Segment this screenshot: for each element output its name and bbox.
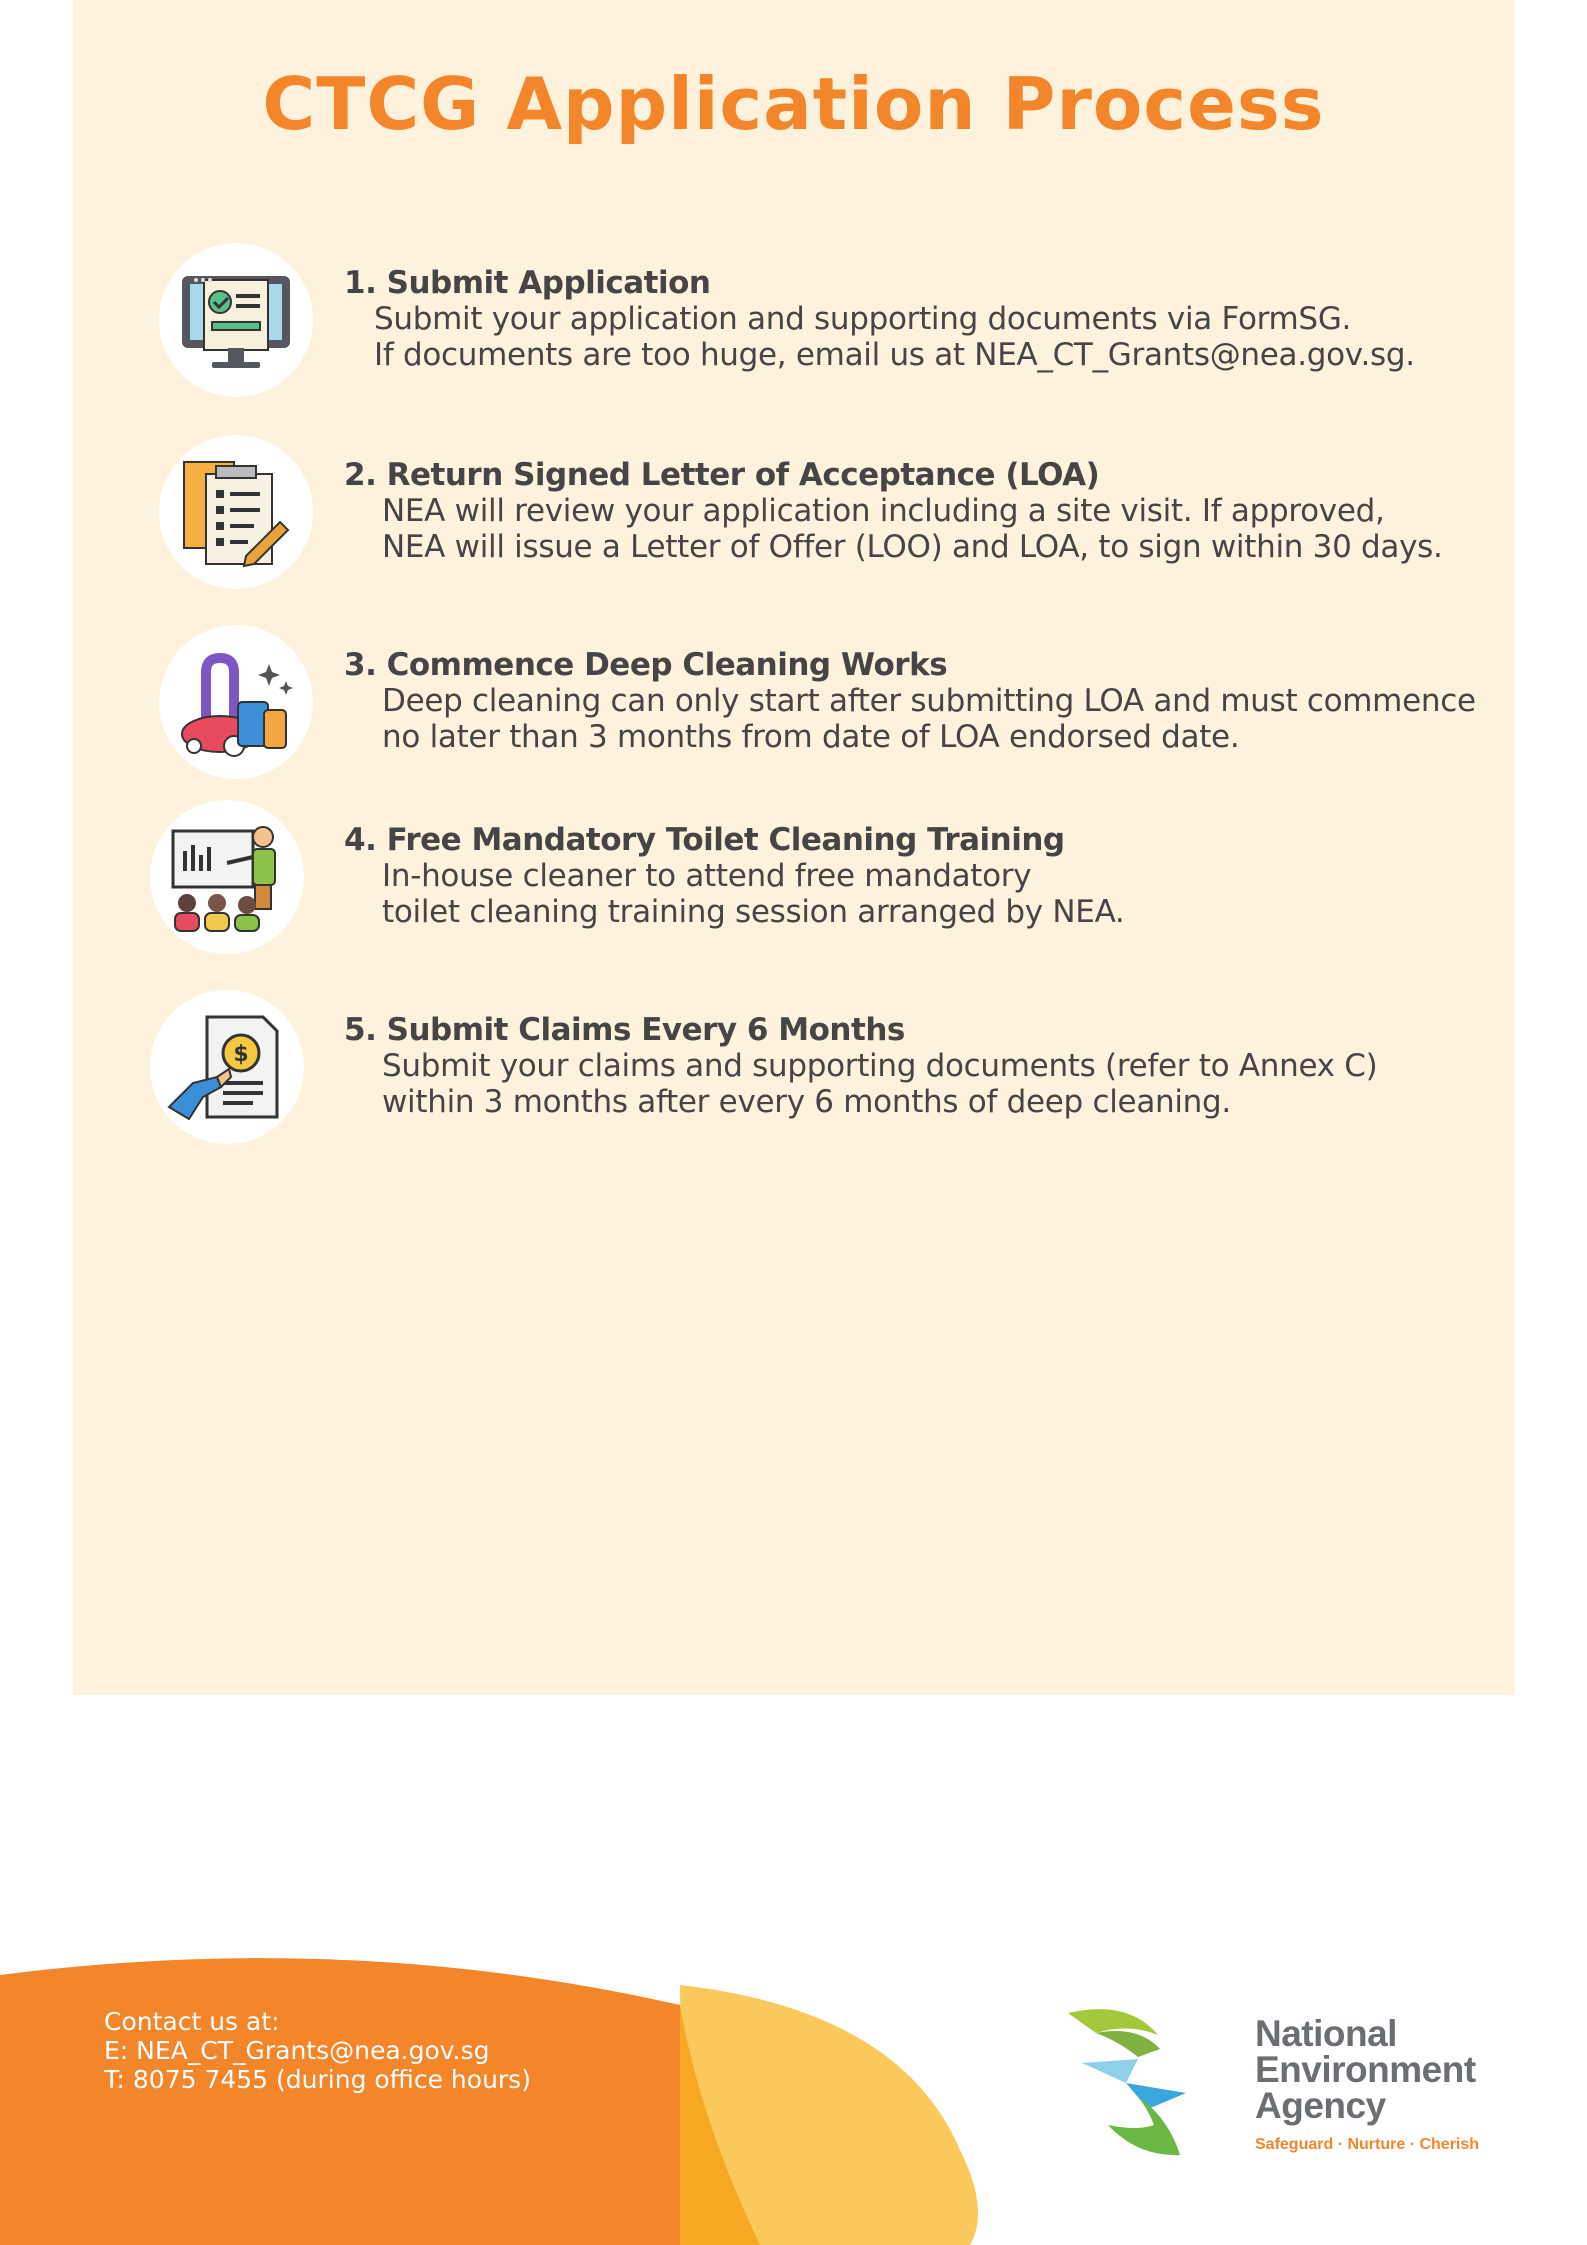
step-5-icon-badge <box>150 990 304 1144</box>
step-2-line-1: NEA will review your application including a site visit. If approved, <box>382 493 1385 529</box>
document-signing-icon <box>176 452 296 572</box>
step-1-text <box>344 265 1415 373</box>
step-4-text <box>344 822 1125 930</box>
step-3-title: 3. Commence Deep Cleaning Works <box>344 647 948 683</box>
step-1-line-2: If documents are too huge, email us at NEA_CT_Grants@nea.gov.sg. <box>374 337 1415 373</box>
step-5-line-2: within 3 months after every 6 months of deep cleaning. <box>382 1084 1231 1120</box>
step-2-title: 2. Return Signed Letter of Acceptance (LOA) <box>344 457 1100 493</box>
step-1-line-1: Submit your application and supporting documents via FormSG. <box>374 301 1352 337</box>
contact-email[interactable]: E: NEA_CT_Grants@nea.gov.sg <box>104 2036 490 2065</box>
contact-block <box>104 2007 531 2094</box>
step-1-title: 1. Submit Application <box>344 265 711 301</box>
step-3-line-2: no later than 3 months from date of LOA endorsed date. <box>382 719 1240 755</box>
nea-logo-wordmark <box>1255 2013 1476 2126</box>
computer-form-icon <box>176 260 296 380</box>
step-2-icon-badge <box>159 435 313 589</box>
step-4-line-1: In-house cleaner to attend free mandatory <box>382 858 1032 894</box>
training-presenter-icon <box>167 817 287 937</box>
logo-line-1: National <box>1255 2013 1397 2054</box>
svg-text:$: $ <box>233 1042 249 1067</box>
page-title: CTCG Application Process <box>262 62 1325 146</box>
step-5-line-1: Submit your claims and supporting documents (refer to Annex C) <box>382 1048 1378 1084</box>
step-2-text <box>344 457 1443 565</box>
step-5-text <box>344 1012 1377 1120</box>
step-3-text <box>344 647 1476 755</box>
step-3-icon-badge <box>159 625 313 779</box>
contact-heading: Contact us at: <box>104 2007 280 2036</box>
step-4-icon-badge <box>150 800 304 954</box>
step-2-line-2: NEA will issue a Letter of Offer (LOO) and LOA, to sign within 30 days. <box>382 529 1443 565</box>
step-3-line-1: Deep cleaning can only start after submitting LOA and must commence <box>382 683 1476 719</box>
nea-logo-icon <box>1068 2005 1208 2165</box>
step-1-icon-badge <box>159 243 313 397</box>
logo-tagline: Safeguard · Nurture · Cherish <box>1255 2136 1480 2153</box>
claim-invoice-icon <box>167 1007 287 1127</box>
step-5-title: 5. Submit Claims Every 6 Months <box>344 1012 905 1048</box>
step-4-line-2: toilet cleaning training session arranged by NEA. <box>382 894 1125 930</box>
contact-phone: T: 8075 7455 (during office hours) <box>104 2065 531 2094</box>
logo-line-3: Agency <box>1255 2085 1386 2126</box>
cleaning-supplies-icon <box>176 642 296 762</box>
step-4-title: 4. Free Mandatory Toilet Cleaning Training <box>344 822 1065 858</box>
logo-line-2: Environment <box>1255 2049 1476 2090</box>
